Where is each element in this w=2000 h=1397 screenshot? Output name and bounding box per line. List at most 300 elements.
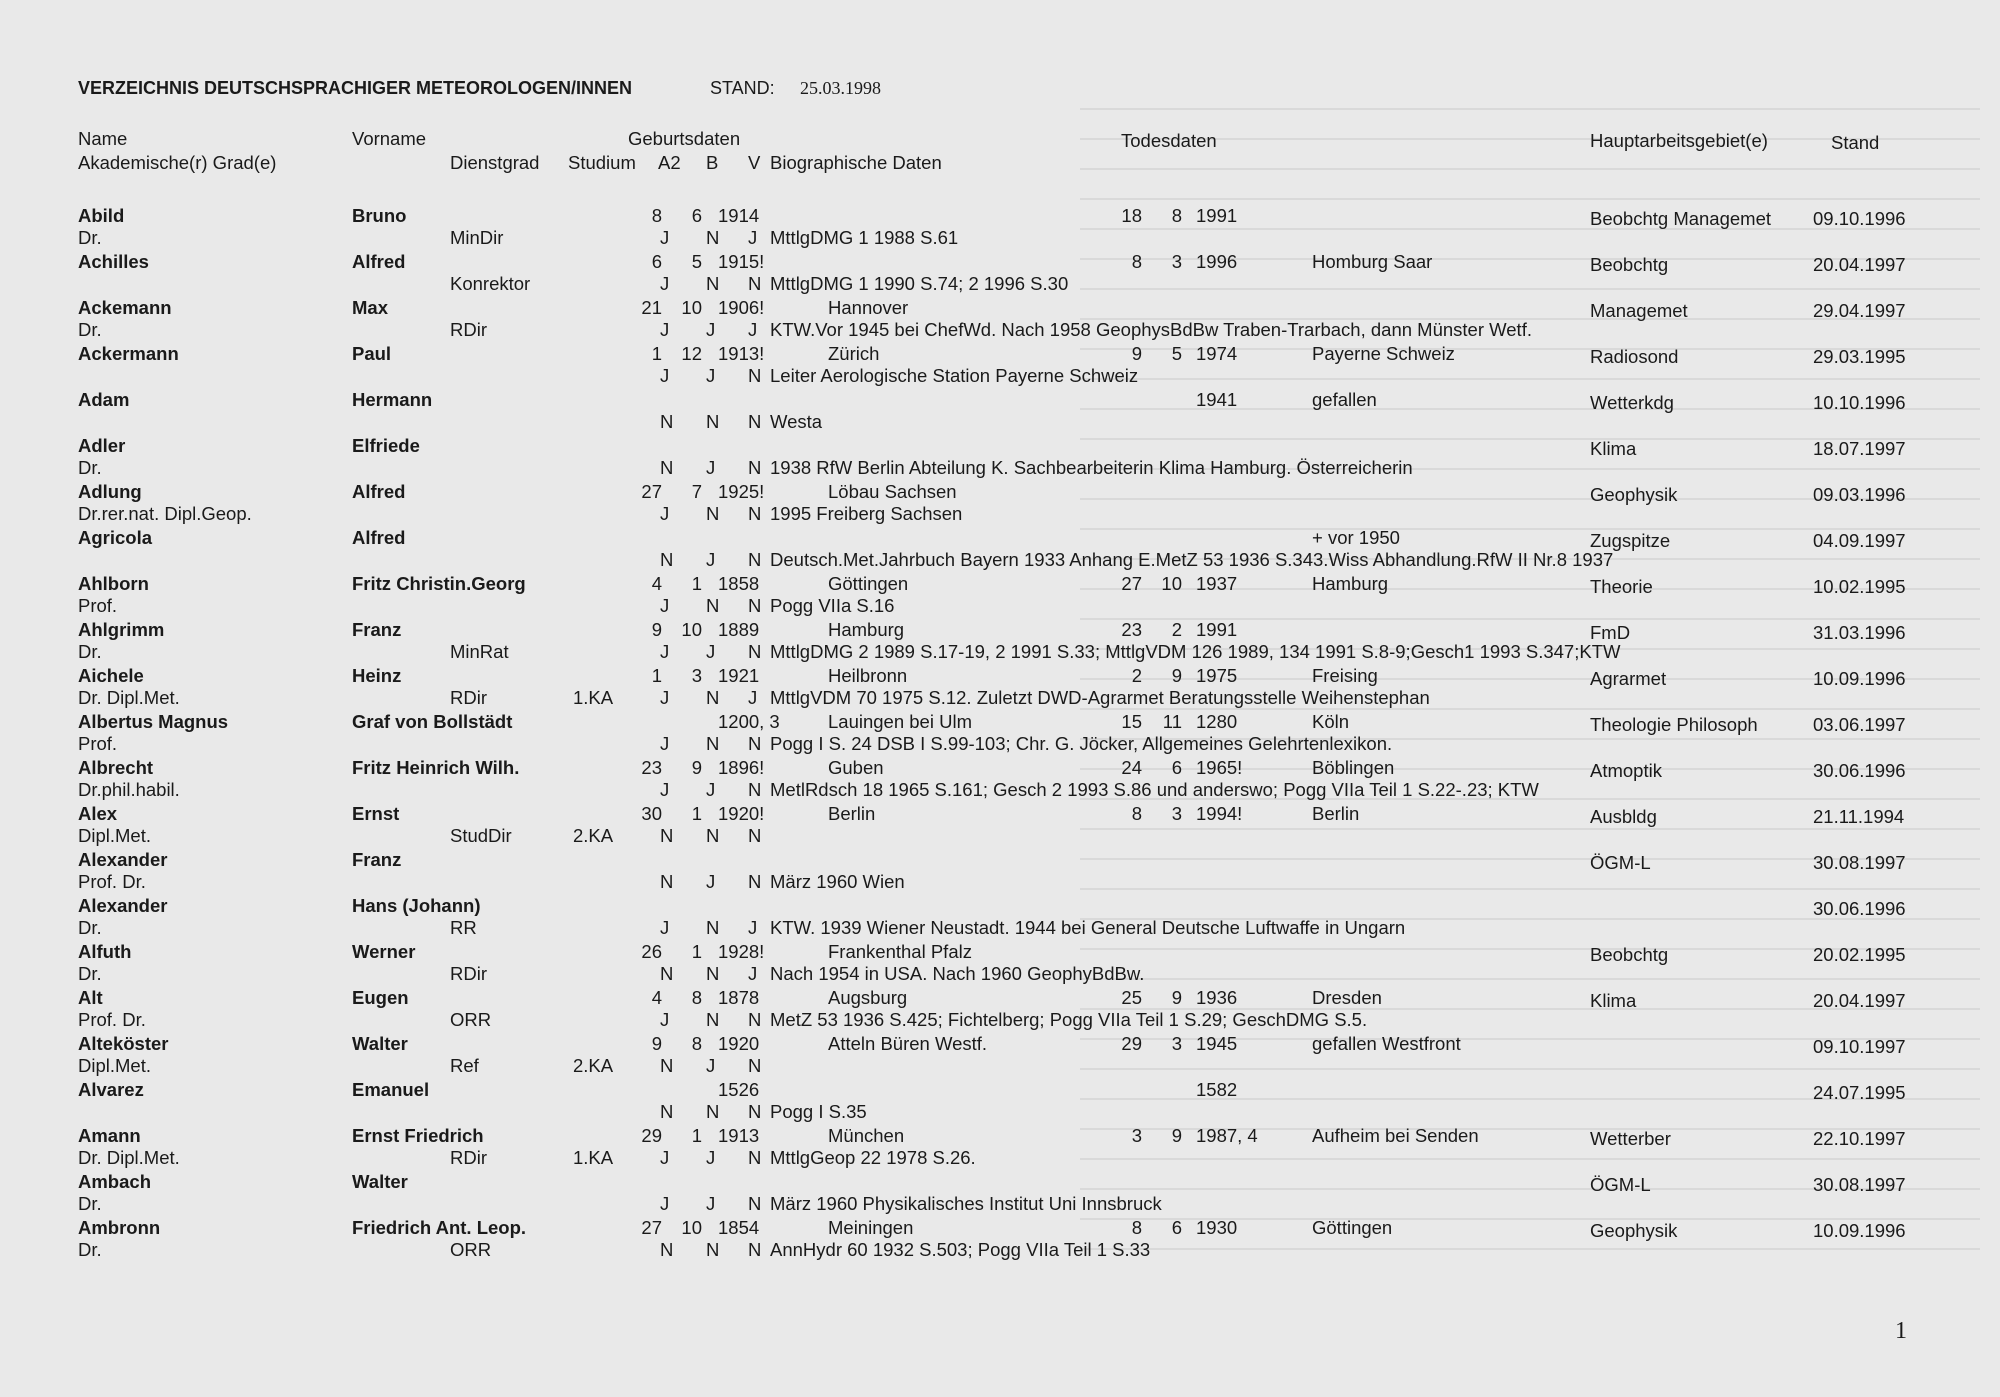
entry-flag-a2: J	[660, 319, 670, 340]
entry-death-year: 1965!	[1196, 757, 1243, 778]
entry-flag-b: N	[706, 1009, 720, 1030]
entry-vorname: Graf von Bollstädt	[352, 711, 513, 732]
entry-death-month: 5	[1171, 343, 1182, 364]
col-header-bio: Biographische Daten	[770, 152, 942, 173]
entry-death-year: 1991	[1196, 619, 1238, 640]
entry-flag-v: N	[748, 595, 762, 616]
entry-studium: 2.KA	[573, 1055, 614, 1076]
entry-stand: 10.02.1995	[1813, 576, 1906, 597]
entry-name: Alex	[78, 803, 118, 824]
entry-bio: MttlgVDM 70 1975 S.12. Zuletzt DWD-Agrarmet Beratungsstelle Weihenstephan	[770, 687, 1430, 708]
col-header-geburtsdaten: Geburtsdaten	[628, 128, 741, 149]
entry-flag-a2: J	[660, 503, 670, 524]
entry-birth-year: 1896!	[718, 757, 765, 778]
entry-birth-year: 1914	[718, 205, 760, 226]
entry-flag-b: J	[706, 365, 716, 386]
entry-stand: 03.06.1997	[1813, 714, 1906, 735]
entry-vorname: Ernst Friedrich	[352, 1125, 484, 1146]
entry-field: Zugspitze	[1590, 530, 1671, 551]
entry-death-day: 18	[1121, 205, 1142, 226]
entry-flag-b: J	[706, 549, 716, 570]
entry-rank: ORR	[450, 1009, 492, 1030]
entry-field: Beobchtg	[1590, 254, 1669, 275]
entry-vorname: Eugen	[352, 987, 409, 1008]
entry-death-day: 29	[1121, 1033, 1142, 1054]
entry-flag-b: J	[706, 1147, 716, 1168]
entry-vorname: Friedrich Ant. Leop.	[352, 1217, 527, 1238]
entry-field: Atmoptik	[1590, 760, 1662, 781]
entry-field: Beobchtg Managemet	[1590, 208, 1772, 229]
entry-field: Klima	[1590, 990, 1637, 1011]
entry-birth-month: 3	[691, 665, 702, 686]
entry-vorname: Ernst	[352, 803, 400, 824]
entry-death-day: 27	[1121, 573, 1142, 594]
entry-flag-b: N	[706, 963, 720, 984]
entry-flag-a2: J	[660, 1009, 670, 1030]
entry-death-month: 3	[1171, 1033, 1182, 1054]
entry-stand: 20.04.1997	[1813, 990, 1906, 1011]
entry-name: Alt	[78, 987, 103, 1008]
entry-field: ÖGM-L	[1590, 852, 1651, 873]
entry-flag-b: N	[706, 1101, 720, 1122]
entry-death-year: 1991	[1196, 205, 1238, 226]
entry-birth-day: 4	[651, 987, 662, 1008]
entry-death-year: 1987, 4	[1196, 1125, 1258, 1146]
entry-birth-year: 1526	[718, 1079, 760, 1100]
entry-death-year: 1945	[1196, 1033, 1238, 1054]
entry-grad: Dr.	[78, 963, 102, 984]
entry-flag-v: N	[748, 411, 762, 432]
entry-birth-year: 1928!	[718, 941, 765, 962]
entry-grad: Dr.	[78, 641, 102, 662]
entry-field: Managemet	[1590, 300, 1688, 321]
entry-flag-v: N	[748, 457, 762, 478]
document-title: VERZEICHNIS DEUTSCHSPRACHIGER METEOROLOGEN/INNEN	[78, 78, 633, 98]
entry-birth-month: 9	[691, 757, 702, 778]
entry-flag-b: N	[706, 273, 720, 294]
entry-death-month: 3	[1171, 251, 1182, 272]
entry-death-day: 2	[1131, 665, 1142, 686]
entry-stand: 10.09.1996	[1813, 1220, 1906, 1241]
entry-grad: Dr.phil.habil.	[78, 779, 180, 800]
entry-flag-b: N	[706, 411, 720, 432]
entry-birth-year: 1854	[718, 1217, 760, 1238]
entry-birth-month: 1	[691, 573, 702, 594]
entry-birth-place: Löbau Sachsen	[828, 481, 957, 502]
entry-bio: 1938 RfW Berlin Abteilung K. Sachbearbeiterin Klima Hamburg. Österreicherin	[770, 457, 1413, 478]
entry-grad: Dr.rer.nat. Dipl.Geop.	[78, 503, 252, 524]
entry-death-year: 1974	[1196, 343, 1238, 364]
entry-flag-a2: N	[660, 1055, 674, 1076]
entry-birth-place: Lauingen bei Ulm	[828, 711, 972, 732]
entry-grad: Dr.	[78, 1193, 102, 1214]
entry-name: Adam	[78, 389, 130, 410]
entry-birth-day: 1	[651, 343, 662, 364]
entry-vorname: Alfred	[352, 481, 406, 502]
entry-rank: Ref	[450, 1055, 479, 1076]
entry-birth-year: 1921	[718, 665, 760, 686]
entry-flag-b: N	[706, 227, 720, 248]
entry-grad: Dr.	[78, 917, 102, 938]
entry-birth-year: 1920!	[718, 803, 765, 824]
col-header-vorname: Vorname	[352, 128, 427, 149]
entry-birth-day: 8	[651, 205, 662, 226]
entry-death-year: 1937	[1196, 573, 1238, 594]
entry-birth-place: Meiningen	[828, 1217, 914, 1238]
entry-flag-v: N	[748, 503, 762, 524]
entry-flag-a2: J	[660, 1193, 670, 1214]
entry-death-year: 1930	[1196, 1217, 1238, 1238]
entry-bio: Nach 1954 in USA. Nach 1960 GeophyBdBw.	[770, 963, 1145, 984]
entry-rank: MinRat	[450, 641, 509, 662]
entry-flag-v: J	[748, 687, 758, 708]
entry-field: Theorie	[1590, 576, 1653, 597]
entry-grad: Dr.	[78, 1239, 102, 1260]
entry-birth-day: 27	[641, 481, 662, 502]
entry-rank: StudDir	[450, 825, 512, 846]
entry-field: Radiosond	[1590, 346, 1679, 367]
entry-death-month: 9	[1171, 987, 1182, 1008]
entry-birth-month: 1	[691, 1125, 702, 1146]
entry-death-day: 24	[1121, 757, 1142, 778]
entry-bio: MttlgDMG 1 1988 S.61	[770, 227, 959, 248]
entry-name: Alfuth	[78, 941, 132, 962]
entry-bio: KTW.Vor 1945 bei ChefWd. Nach 1958 GeophysBdBw Traben-Trarbach, dann Münster Wetf.	[770, 319, 1532, 340]
entry-birth-day: 27	[641, 1217, 662, 1238]
entry-bio: März 1960 Wien	[770, 871, 905, 892]
entry-field: ÖGM-L	[1590, 1174, 1651, 1195]
entry-stand: 09.10.1996	[1813, 208, 1906, 229]
entry-grad: Dr.	[78, 319, 102, 340]
entry-vorname: Hermann	[352, 389, 433, 410]
entry-flag-v: J	[748, 227, 758, 248]
entry-birth-place: Augsburg	[828, 987, 908, 1008]
entry-stand: 10.10.1996	[1813, 392, 1906, 413]
col-header-a2: A2	[658, 152, 681, 173]
entry-flag-b: J	[706, 1193, 716, 1214]
entry-flag-a2: J	[660, 595, 670, 616]
entry-flag-a2: N	[660, 457, 674, 478]
entry-stand: 10.09.1996	[1813, 668, 1906, 689]
entry-birth-place: Atteln Büren Westf.	[828, 1033, 988, 1054]
entry-birth-place: Hannover	[828, 297, 909, 318]
entry-vorname: Alfred	[352, 527, 406, 548]
entry-name: Alvarez	[78, 1079, 144, 1100]
entry-flag-v: N	[748, 1101, 762, 1122]
entry-vorname: Fritz Christin.Georg	[352, 573, 526, 594]
col-header-hauptarbeitsgebiet: Hauptarbeitsgebiet(e)	[1590, 130, 1768, 151]
entry-name: Ahlgrimm	[78, 619, 165, 640]
entry-bio: Pogg I S.35	[770, 1101, 867, 1122]
entry-stand: 21.11.1994	[1813, 806, 1905, 827]
entry-bio: MttlgDMG 2 1989 S.17-19, 2 1991 S.33; MttlgVDM 126 1989, 134 1991 S.8-9;Gesch1 1993 S.347;KTW	[770, 641, 1621, 662]
entry-birth-month: 12	[681, 343, 702, 364]
entry-death-year: 1994!	[1196, 803, 1243, 824]
entry-stand: 18.07.1997	[1813, 438, 1906, 459]
entry-name: Ambronn	[78, 1217, 161, 1238]
entry-death-month: 6	[1171, 757, 1182, 778]
entry-flag-b: J	[706, 779, 716, 800]
entry-death-year: 1280	[1196, 711, 1238, 732]
entry-birth-place: München	[828, 1125, 905, 1146]
entry-death-year: 1936	[1196, 987, 1238, 1008]
entry-bio: MetlRdsch 18 1965 S.161; Gesch 2 1993 S.86 und anderswo; Pogg VIIa Teil 1 S.22-.23; KTW	[770, 779, 1539, 800]
entry-bio: MttlgDMG 1 1990 S.74; 2 1996 S.30	[770, 273, 1069, 294]
entry-flag-v: N	[748, 549, 762, 570]
entry-field: Wetterber	[1590, 1128, 1671, 1149]
entry-field: Klima	[1590, 438, 1637, 459]
entry-death-day: 8	[1131, 1217, 1142, 1238]
entry-birth-day: 26	[641, 941, 662, 962]
entry-bio: Pogg I S. 24 DSB I S.99-103; Chr. G. Jöcker, Allgemeines Gelehrtenlexikon.	[770, 733, 1393, 754]
entry-grad: Dr. Dipl.Met.	[78, 1147, 180, 1168]
entry-birth-day: 30	[641, 803, 662, 824]
entry-death-month: 9	[1171, 665, 1182, 686]
entry-rank: RDir	[450, 319, 487, 340]
col-header-dienstgrad: Dienstgrad	[450, 152, 540, 173]
entry-stand: 31.03.1996	[1813, 622, 1906, 643]
entry-flag-a2: J	[660, 227, 670, 248]
entry-stand: 20.04.1997	[1813, 254, 1906, 275]
entry-flag-a2: N	[660, 411, 674, 432]
entry-name: Adlung	[78, 481, 142, 502]
entry-vorname: Emanuel	[352, 1079, 430, 1100]
entry-name: Agricola	[78, 527, 153, 548]
entry-flag-v: N	[748, 779, 762, 800]
entry-bio: Westa	[770, 411, 823, 432]
entry-flag-b: N	[706, 687, 720, 708]
entry-birth-month: 8	[691, 1033, 702, 1054]
entry-birth-day: 9	[651, 619, 662, 640]
entry-birth-year: 1925!	[718, 481, 765, 502]
entry-death-year: 1996	[1196, 251, 1238, 272]
stand-date: 25.03.1998	[800, 78, 881, 98]
entry-stand: 09.10.1997	[1813, 1036, 1906, 1057]
entry-vorname: Walter	[352, 1033, 408, 1054]
entry-birth-month: 8	[691, 987, 702, 1008]
entry-birth-place: Heilbronn	[828, 665, 908, 686]
entry-death-place: gefallen	[1312, 389, 1377, 410]
entry-death-day: 8	[1131, 803, 1142, 824]
entry-vorname: Elfriede	[352, 435, 420, 456]
entry-death-place: Aufheim bei Senden	[1312, 1125, 1479, 1146]
entry-bio: Deutsch.Met.Jahrbuch Bayern 1933 Anhang E.MetZ 53 1936 S.343.Wiss Abhandlung.RfW II Nr.8 1937	[770, 549, 1614, 570]
entry-grad: Dipl.Met.	[78, 1055, 151, 1076]
entry-grad: Dipl.Met.	[78, 825, 151, 846]
entry-birth-month: 1	[691, 941, 702, 962]
col-header-v: V	[748, 152, 761, 173]
entry-vorname: Fritz Heinrich Wilh.	[352, 757, 520, 778]
entry-vorname: Werner	[352, 941, 416, 962]
entry-birth-month: 10	[681, 1217, 702, 1238]
entry-stand: 30.06.1996	[1813, 760, 1906, 781]
entry-flag-v: N	[748, 1193, 762, 1214]
col-header-grad: Akademische(r) Grad(e)	[78, 152, 277, 173]
entry-death-year: 1941	[1196, 389, 1238, 410]
entry-flag-a2: N	[660, 963, 674, 984]
entry-bio: Leiter Aerologische Station Payerne Schweiz	[770, 365, 1139, 386]
entry-birth-month: 5	[691, 251, 702, 272]
entry-death-day: 8	[1131, 251, 1142, 272]
entry-death-month: 8	[1171, 205, 1182, 226]
entry-death-place: gefallen Westfront	[1312, 1033, 1461, 1054]
entry-vorname: Heinz	[352, 665, 402, 686]
entry-vorname: Hans (Johann)	[352, 895, 481, 916]
entry-birth-month: 7	[691, 481, 702, 502]
entry-flag-a2: J	[660, 733, 670, 754]
col-header-b: B	[706, 152, 719, 173]
entry-field: Ausbldg	[1590, 806, 1657, 827]
entry-death-month: 10	[1161, 573, 1182, 594]
entry-birth-day: 1	[651, 665, 662, 686]
entry-flag-v: N	[748, 1239, 762, 1260]
entry-death-month: 9	[1171, 1125, 1182, 1146]
entry-death-place: Göttingen	[1312, 1217, 1393, 1238]
entry-rank: RR	[450, 917, 477, 938]
entry-flag-v: J	[748, 917, 758, 938]
entry-flag-v: N	[748, 365, 762, 386]
entry-flag-a2: J	[660, 917, 670, 938]
entry-vorname: Franz	[352, 849, 402, 870]
entry-bio: Pogg VIIa S.16	[770, 595, 895, 616]
entry-flag-a2: J	[660, 779, 670, 800]
entry-death-day: 15	[1121, 711, 1142, 732]
entry-death-month: 11	[1162, 711, 1182, 732]
entry-name: Ackermann	[78, 343, 179, 364]
entry-bio: 1995 Freiberg Sachsen	[770, 503, 963, 524]
entry-flag-a2: J	[660, 641, 670, 662]
entry-flag-v: N	[748, 733, 762, 754]
col-header-stand: Stand	[1831, 132, 1880, 153]
entry-stand: 30.08.1997	[1813, 852, 1906, 873]
entry-bio: KTW. 1939 Wiener Neustadt. 1944 bei General Deutsche Luftwaffe in Ungarn	[770, 917, 1406, 938]
entry-death-day: 9	[1131, 343, 1142, 364]
entry-flag-v: N	[748, 1147, 762, 1168]
entry-birth-place: Göttingen	[828, 573, 909, 594]
entry-flag-v: J	[748, 963, 758, 984]
entry-name: Alteköster	[78, 1033, 169, 1054]
entry-rank: Konrektor	[450, 273, 531, 294]
entry-name: Albertus Magnus	[78, 711, 229, 732]
entry-flag-b: J	[706, 871, 716, 892]
entry-stand: 29.04.1997	[1813, 300, 1906, 321]
entry-field: Geophysik	[1590, 1220, 1678, 1241]
entry-flag-a2: N	[660, 549, 674, 570]
entry-grad: Prof. Dr.	[78, 871, 146, 892]
entry-grad: Dr. Dipl.Met.	[78, 687, 180, 708]
entry-birth-day: 29	[641, 1125, 662, 1146]
entry-studium: 1.KA	[573, 687, 614, 708]
entry-flag-v: J	[748, 319, 758, 340]
entry-flag-b: N	[706, 825, 720, 846]
entry-stand: 30.08.1997	[1813, 1174, 1906, 1195]
entry-name: Aichele	[78, 665, 144, 686]
entry-death-place: Payerne Schweiz	[1312, 343, 1455, 364]
entry-vorname: Paul	[352, 343, 392, 364]
col-header-studium: Studium	[568, 152, 636, 173]
entry-death-place: Freising	[1312, 665, 1378, 686]
page-number: 1	[1895, 1318, 1907, 1344]
entry-name: Alexander	[78, 895, 168, 916]
entry-name: Abild	[78, 205, 125, 226]
entry-field: FmD	[1590, 622, 1631, 643]
entry-flag-b: N	[706, 503, 720, 524]
entry-rank: ORR	[450, 1239, 492, 1260]
entry-flag-v: N	[748, 1009, 762, 1030]
entry-name: Ackemann	[78, 297, 172, 318]
entry-field: Agrarmet	[1590, 668, 1667, 689]
entry-death-day: 3	[1131, 1125, 1142, 1146]
entry-vorname: Alfred	[352, 251, 406, 272]
entry-birth-year: 1915!	[718, 251, 765, 272]
entry-name: Alexander	[78, 849, 168, 870]
entry-rank: RDir	[450, 963, 487, 984]
entry-name: Amann	[78, 1125, 141, 1146]
col-header-name: Name	[78, 128, 128, 149]
entry-death-place: Köln	[1312, 711, 1350, 732]
entry-death-day: 23	[1121, 619, 1142, 640]
entry-name: Albrecht	[78, 757, 154, 778]
entry-birth-month: 6	[691, 205, 702, 226]
entry-rank: MinDir	[450, 227, 504, 248]
entry-flag-b: J	[706, 457, 716, 478]
entry-bio: März 1960 Physikalisches Institut Uni Innsbruck	[770, 1193, 1162, 1214]
entry-flag-v: N	[748, 871, 762, 892]
entry-death-place: Dresden	[1312, 987, 1382, 1008]
entry-name: Achilles	[78, 251, 149, 272]
entry-studium: 2.KA	[573, 825, 614, 846]
entry-birth-month: 10	[681, 619, 702, 640]
entry-grad: Dr.	[78, 457, 102, 478]
entry-flag-b: J	[706, 641, 716, 662]
entry-grad: Prof.	[78, 595, 118, 616]
entry-stand: 24.07.1995	[1813, 1082, 1906, 1103]
entry-field: Theologie Philosoph	[1590, 714, 1758, 735]
entry-flag-v: N	[748, 825, 762, 846]
entry-birth-year: 1200, 3	[718, 711, 780, 732]
entry-flag-b: N	[706, 595, 720, 616]
entry-flag-a2: J	[660, 1147, 670, 1168]
entry-death-day: 25	[1121, 987, 1142, 1008]
entry-grad: Prof.	[78, 733, 118, 754]
entry-bio: MetZ 53 1936 S.425; Fichtelberg; Pogg VIIa Teil 1 S.29; GeschDMG S.5.	[770, 1009, 1368, 1030]
entry-birth-day: 6	[651, 251, 662, 272]
entry-birth-place: Guben	[828, 757, 884, 778]
entry-birth-day: 9	[651, 1033, 662, 1054]
entry-birth-year: 1906!	[718, 297, 765, 318]
entry-field: Geophysik	[1590, 484, 1678, 505]
entry-death-place: Hamburg	[1312, 573, 1389, 594]
entry-birth-place: Zürich	[828, 343, 880, 364]
entry-flag-v: N	[748, 641, 762, 662]
entry-grad: Prof. Dr.	[78, 1009, 146, 1030]
entry-vorname: Bruno	[352, 205, 407, 226]
entry-birth-year: 1913	[718, 1125, 760, 1146]
entry-birth-year: 1858	[718, 573, 760, 594]
entry-flag-b: N	[706, 917, 720, 938]
entry-bio: MttlgGeop 22 1978 S.26.	[770, 1147, 976, 1168]
entry-field: Beobchtg	[1590, 944, 1669, 965]
entry-flag-b: N	[706, 733, 720, 754]
entry-flag-v: N	[748, 273, 762, 294]
entry-rank: RDir	[450, 687, 487, 708]
entry-field: Wetterkdg	[1590, 392, 1674, 413]
entry-birth-day: 23	[641, 757, 662, 778]
entry-grad: Dr.	[78, 227, 102, 248]
entry-bio: AnnHydr 60 1932 S.503; Pogg VIIa Teil 1 S.33	[770, 1239, 1151, 1260]
entry-stand: 30.06.1996	[1813, 898, 1906, 919]
entry-death-month: 2	[1171, 619, 1182, 640]
